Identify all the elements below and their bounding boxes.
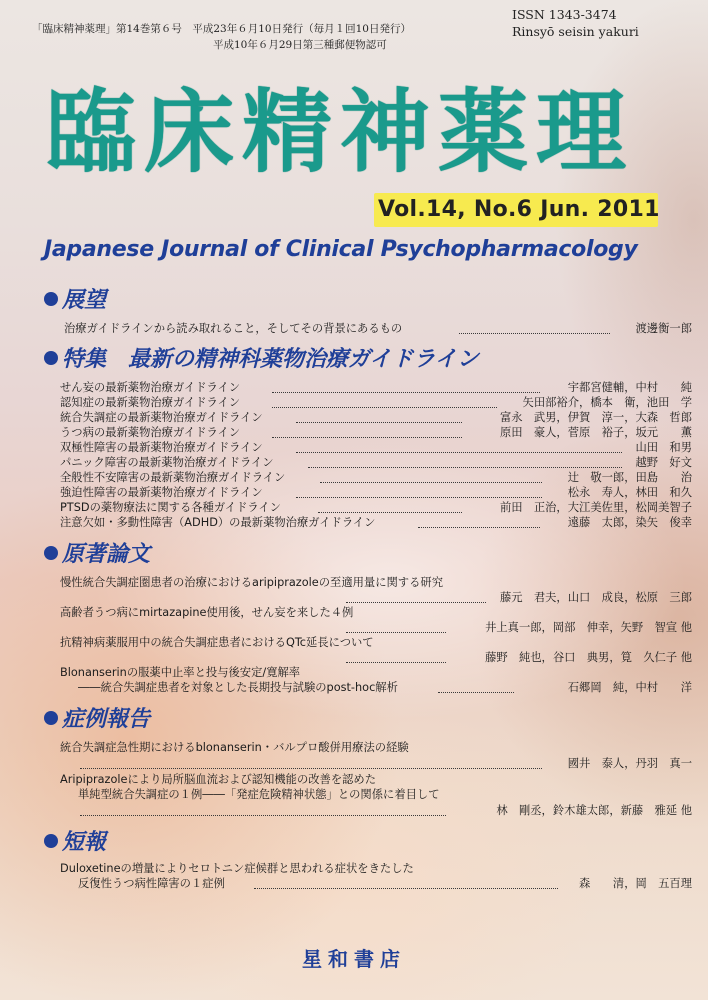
english-title: Japanese Journal of Clinical Psychopharmacology [44,237,638,262]
leader-dots [296,410,462,423]
bullet-icon [44,292,58,306]
section-heading-case-reports: 症例報告 [44,705,150,735]
bullet-icon [44,834,58,848]
leader-dots [418,515,540,528]
list-item: 林 剛丞，鈴木雄太郎，新藤 雅延 他 [60,803,692,818]
postal-approval-line: 平成10年６月29日第三種郵便物認可 [213,39,387,51]
leader-dots [272,380,540,393]
list-item: Aripiprazoleにより局所脳血流および認知機能の改善を認めた [60,773,377,786]
list-item: 慢性統合失調症圏患者の治療におけるaripiprazoleの至適用量に関する研究 [60,576,443,589]
list-item: 藤野 純也，谷口 典男，筧 久仁子 他 [60,650,692,665]
list-item: 注意欠如・多動性障害（ADHD）の最新薬物治療ガイドライン 遠藤 太郎，染矢 俊幸 [60,516,692,529]
journal-title: 臨床精神薬理 [46,80,634,185]
leader-dots [80,803,446,816]
section-heading-short-reports: 短報 [44,828,106,858]
volume-issue: Vol.14, No.6 Jun. 2011 [378,197,660,222]
list-item: Blonanserinの服薬中止率と投与後安定/寛解率 [60,666,301,679]
leader-dots [272,395,497,408]
romaji-title: Rinsyō seisin yakuri [512,24,639,39]
list-item: 認知症の最新薬物治療ガイドライン 矢田部裕介，橋本 衛，池田 学 [60,396,692,409]
section-heading-original-articles: 原著論文 [44,540,150,570]
leader-dots [459,321,610,334]
list-item: 國井 泰人，丹羽 真一 [60,756,692,771]
list-item: パニック障害の最新薬物治療ガイドライン 越野 好文 [60,456,692,469]
section-heading-review: 展望 [44,286,106,316]
list-item: 単純型統合失調症の１例――「発症危険精神状態」との関係に着目して [78,788,440,801]
publication-info-line: 「臨床精神薬理」第14巻第６号 平成23年６月10日発行（毎月１回10日発行） [32,23,411,35]
leader-dots [438,680,514,693]
list-item: 高齢者うつ病にmirtazapine使用後，せん妄を来した４例 [60,606,354,619]
leader-dots [296,485,542,498]
list-item: 統合失調症急性期におけるblonanserin・バルプロ酸併用療法の経験 [60,741,409,754]
list-item: 治療ガイドラインから読み取れること，そしてその背景にあるもの 渡邊衡一郎 [64,322,692,335]
list-item: 藤元 君夫，山口 成良，松原 三郎 [60,590,692,605]
list-item: 反復性うつ病性障害の１症例 森 清，岡 五百理 [78,877,692,890]
bullet-icon [44,351,58,365]
leader-dots [318,500,462,513]
list-item: 統合失調症の最新薬物治療ガイドライン 富永 武男，伊賀 淳一，大森 哲郎 [60,411,692,424]
leader-dots [346,650,446,663]
list-item: PTSDの薬物療法に関する各種ガイドライン 前田 正治，大江美佐里，松岡美智子 [60,501,692,514]
list-item: せん妄の最新薬物治療ガイドライン 宇都宮健輔，中村 純 [60,381,692,394]
section-heading-special-feature: 特集 最新の精神科薬物治療ガイドライン [44,345,479,375]
list-item: 双極性障害の最新薬物治療ガイドライン 山田 和男 [60,441,692,454]
list-item: Duloxetineの増量によりセロトニン症候群と思われる症状をきたした [60,862,414,875]
bullet-icon [44,711,58,725]
leader-dots [272,425,462,438]
list-item: 抗精神病薬服用中の統合失調症患者におけるQTc延長について [60,636,374,649]
leader-dots [346,590,486,603]
list-item: 全般性不安障害の最新薬物治療ガイドライン 辻 敬一郎，田島 治 [60,471,692,484]
leader-dots [254,876,558,889]
list-item: ――統合失調症患者を対象とした長期投与試験のpost-hoc解析 石郷岡 純，中村 洋 [78,681,692,694]
leader-dots [346,620,446,633]
leader-dots [80,756,542,769]
leader-dots [308,455,622,468]
leader-dots [296,440,622,453]
list-item: 井上真一郎，岡部 伸幸，矢野 智宣 他 [60,620,692,635]
issn: ISSN 1343-3474 [512,7,617,22]
list-item: うつ病の最新薬物治療ガイドライン 原田 豪人，菅原 裕子，坂元 薫 [60,426,692,439]
bullet-icon [44,546,58,560]
publisher-name: 星和書店 [302,947,406,971]
list-item: 強迫性障害の最新薬物治療ガイドライン 松永 寿人，林田 和久 [60,486,692,499]
leader-dots [320,470,542,483]
